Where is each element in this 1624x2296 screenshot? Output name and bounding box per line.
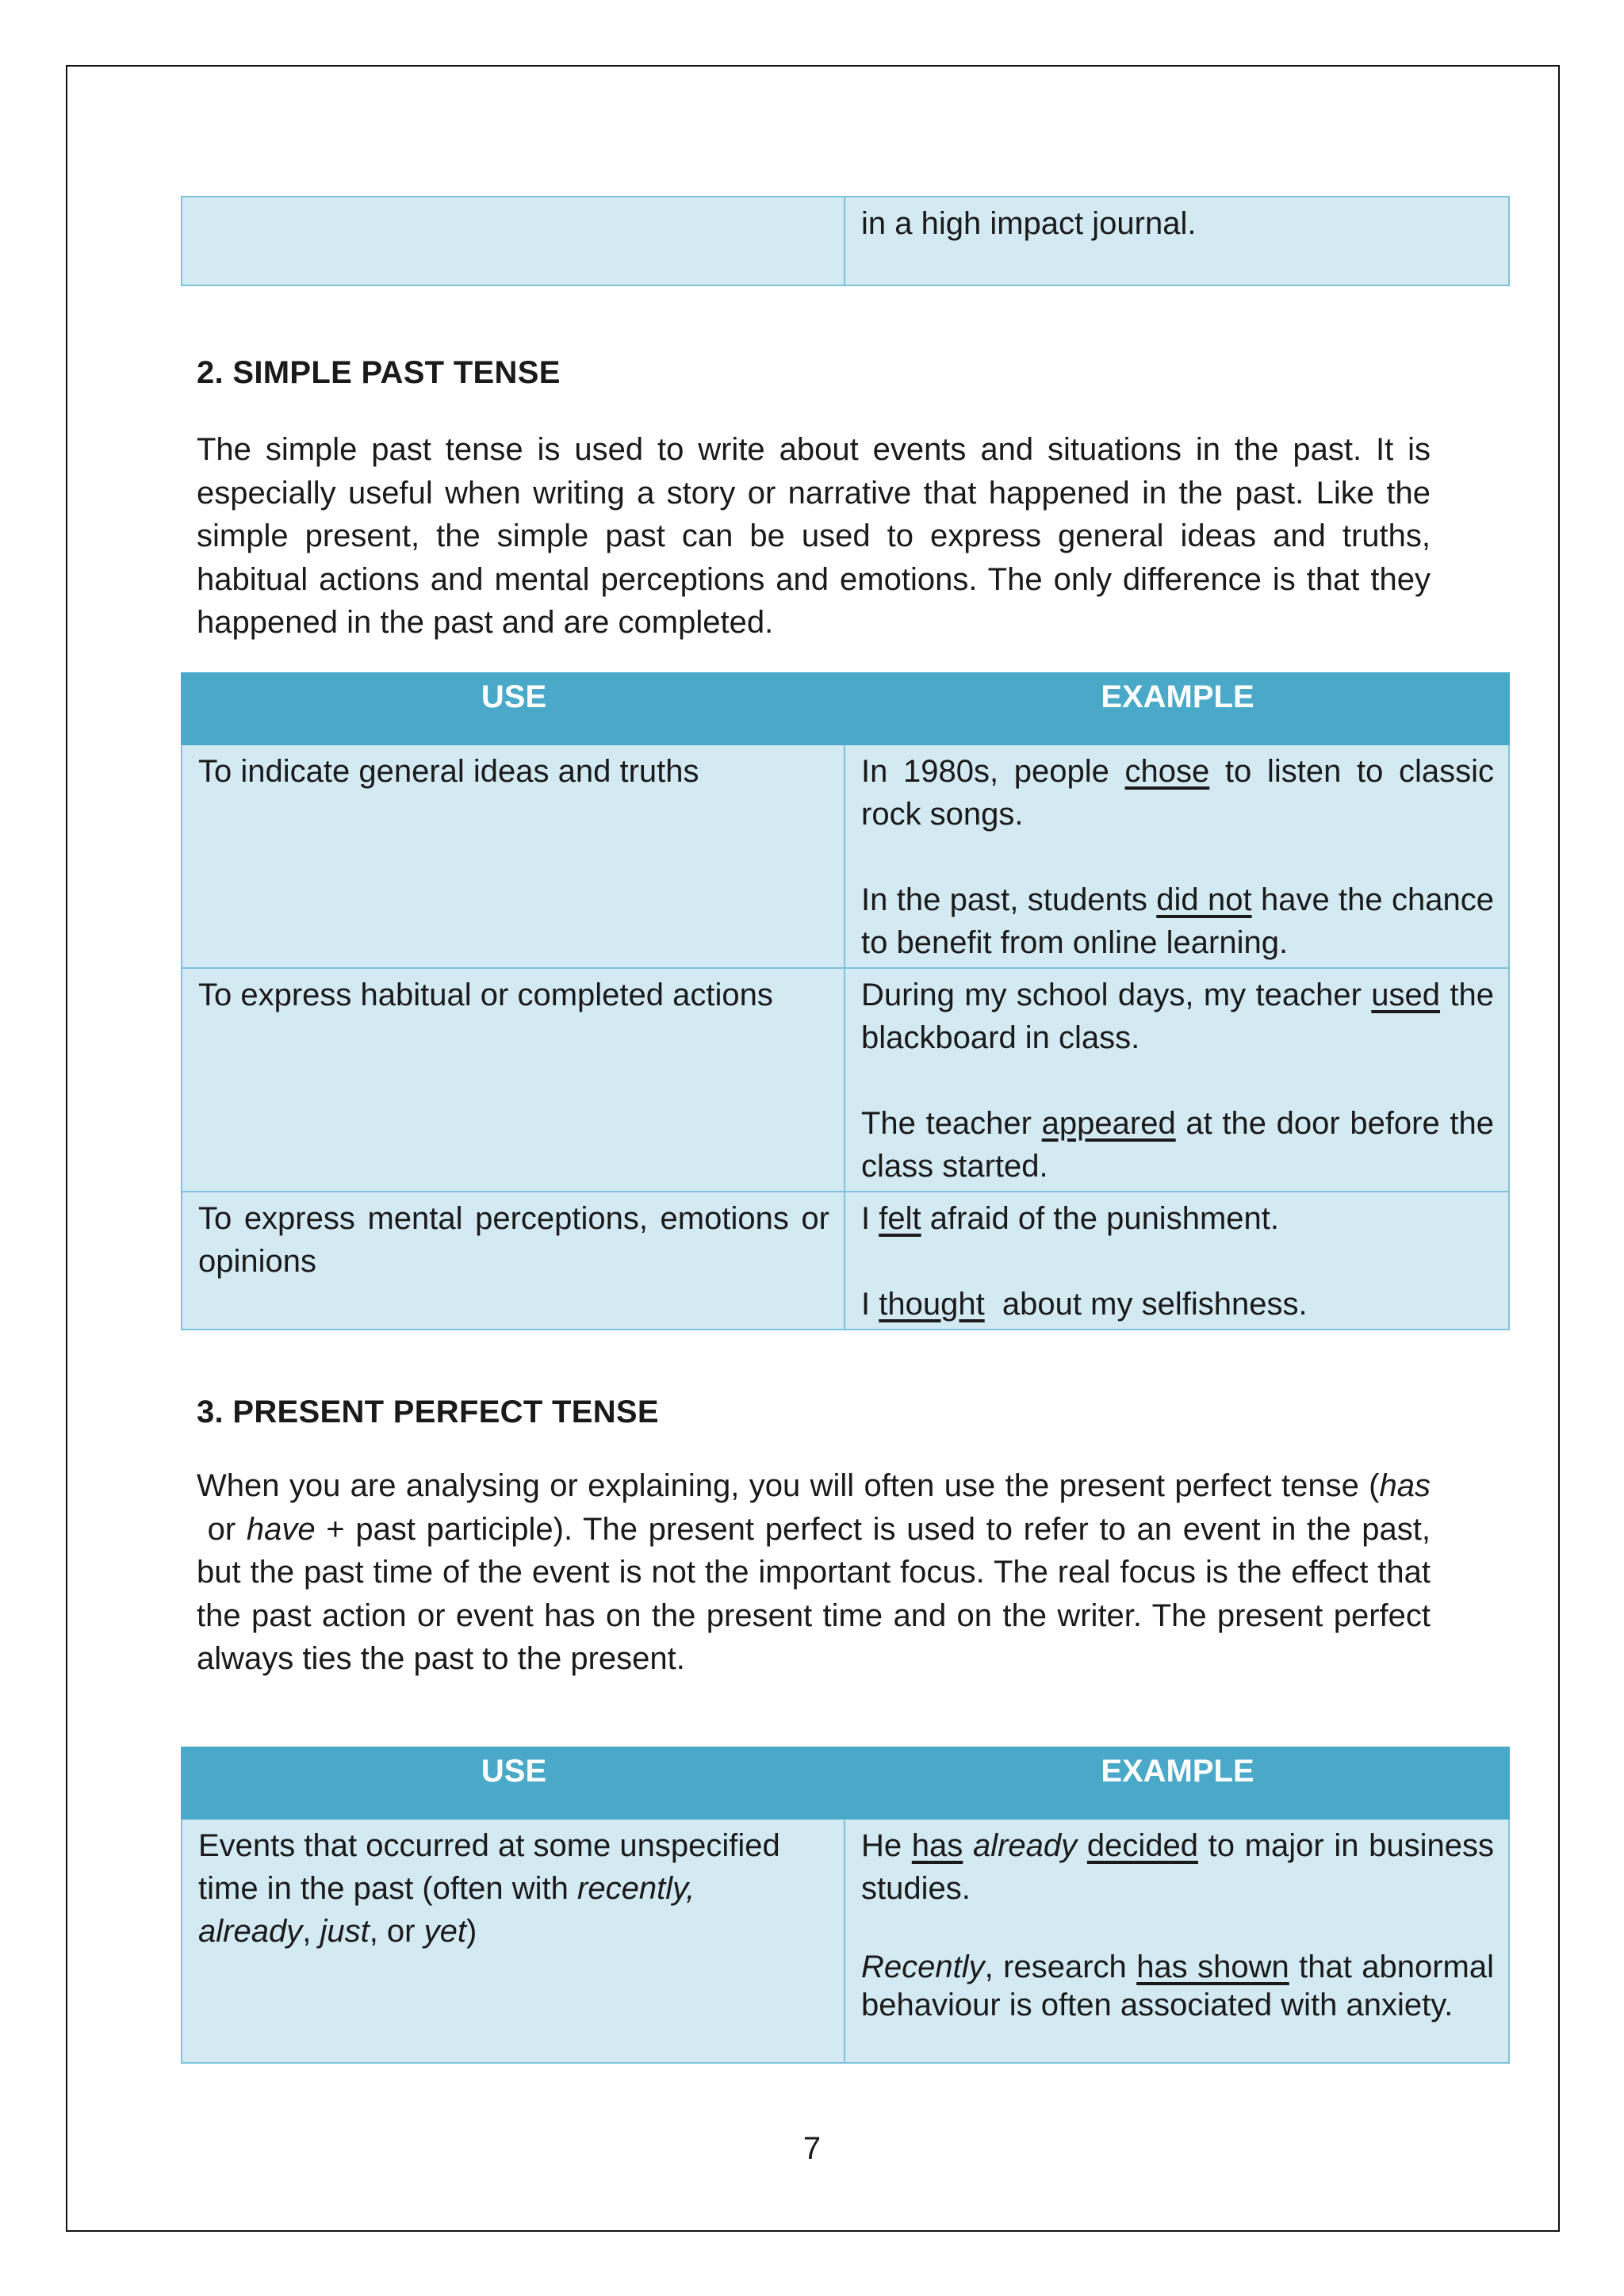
use-cell xyxy=(182,1192,845,1330)
example-sentence xyxy=(861,878,1494,964)
example-cell xyxy=(845,744,1509,968)
column-header-use: USE xyxy=(182,673,845,744)
example-text: to listen to classic rock songs. xyxy=(861,754,1494,832)
underlined-verb: did not xyxy=(1156,882,1252,917)
example-text: afraid of the punishment. xyxy=(921,1201,1279,1236)
continued-example-text: in a high impact journal. xyxy=(861,206,1197,241)
column-header-use: USE xyxy=(182,1747,845,1819)
paragraph-text: or xyxy=(197,1511,247,1547)
use-text: , or xyxy=(369,1914,424,1949)
use-cell xyxy=(182,1819,845,2063)
use-text: To express habitual or completed actions xyxy=(198,978,773,1012)
example-text: In 1980s, people xyxy=(861,754,1125,789)
example-text: He xyxy=(861,1828,912,1863)
italic-term: yet xyxy=(423,1914,466,1949)
use-text: ) xyxy=(465,1914,477,1949)
example-sentence xyxy=(861,1824,1494,1910)
underlined-verb: used xyxy=(1371,978,1441,1012)
continued-table-use-cell xyxy=(182,197,845,285)
continued-table-example-cell xyxy=(845,197,1509,285)
table-header-row xyxy=(182,1747,1509,1819)
example-text: the blackboard in class. xyxy=(861,978,1494,1055)
italic-term: have xyxy=(246,1511,316,1547)
example-text: I xyxy=(861,1201,879,1236)
example-text: During my school days, my teacher xyxy=(861,978,1372,1012)
example-text: , research xyxy=(984,1950,1137,1984)
simple-past-paragraph: The simple past tense is used to write about events and situations in the past. It is especially useful when writing a story or narrative that happened in the past. Like the simple present, the simple past can be used to express general ideas and truths, habitual actions and mental perceptions and emotions. The only difference is that they happened in the past and are completed. xyxy=(197,432,1431,640)
underlined-verb: decided xyxy=(1086,1828,1198,1863)
table-header-row xyxy=(182,673,1509,744)
example-sentence xyxy=(861,1102,1494,1188)
present-perfect-paragraph xyxy=(197,1464,1431,1681)
underlined-verb: has shown xyxy=(1136,1950,1289,1984)
example-text: I xyxy=(861,1287,879,1322)
underlined-verb: has xyxy=(911,1828,963,1863)
underlined-verb: appeared xyxy=(1041,1106,1176,1141)
table-row xyxy=(182,1819,1509,2063)
example-text: about my selfishness. xyxy=(984,1287,1308,1322)
italic-term: already xyxy=(972,1828,1078,1863)
italic-term: already xyxy=(198,1914,303,1949)
example-cell xyxy=(845,1819,1509,2063)
paragraph-text: + past participle). The present perfect is used to refer to an event in the past, but the past time of the event is not the important focus. The real focus is the effect that the past action or event has on the present time and on the writer. The present perfect always ties the past to the present. xyxy=(197,1511,1431,1676)
column-header-example: EXAMPLE xyxy=(845,1747,1509,1819)
use-text: To indicate general ideas and truths xyxy=(198,754,699,789)
example-text xyxy=(1077,1828,1087,1863)
example-cell xyxy=(845,968,1509,1192)
example-text: The teacher xyxy=(861,1106,1042,1141)
example-sentence xyxy=(861,974,1494,1059)
italic-term: Recently xyxy=(861,1950,985,1984)
use-text: Events that occurred at some unspecified time in the past (often with xyxy=(198,1828,780,1906)
table-row xyxy=(182,968,1509,1192)
example-text: to major in business studies. xyxy=(861,1828,1494,1906)
example-cell xyxy=(845,1192,1509,1330)
section-heading-simple-past: 2. SIMPLE PAST TENSE xyxy=(197,355,561,390)
underlined-verb: thought xyxy=(879,1287,985,1322)
paragraph-text: When you are analysing or explaining, you will often use the present perfect tense ( xyxy=(197,1468,1380,1503)
example-text: In the past, students xyxy=(861,882,1157,917)
underlined-verb: chose xyxy=(1124,754,1210,789)
example-sentence xyxy=(861,750,1494,836)
italic-term: recently, xyxy=(577,1871,695,1906)
table-row xyxy=(182,1192,1509,1330)
example-text: at the door before the class started. xyxy=(861,1106,1494,1184)
continued-table xyxy=(181,196,1445,286)
italic-term: has xyxy=(1379,1468,1431,1503)
present-perfect-table xyxy=(181,1747,1495,2064)
example-sentence xyxy=(861,1197,1494,1240)
simple-past-table xyxy=(181,672,1494,1330)
example-text xyxy=(963,1828,973,1863)
table-row xyxy=(182,744,1509,968)
use-cell xyxy=(182,744,845,968)
example-sentence xyxy=(861,1948,1494,2024)
section-heading-present-perfect: 3. PRESENT PERFECT TENSE xyxy=(197,1395,659,1429)
example-text: that abnormal behaviour is often associated with anxiety. xyxy=(861,1950,1495,2022)
example-sentence xyxy=(861,1283,1494,1326)
underlined-verb: felt xyxy=(879,1201,921,1236)
column-header-example: EXAMPLE xyxy=(845,673,1509,744)
use-text: To express mental perceptions, emotions or opinions xyxy=(198,1201,829,1279)
use-text: , xyxy=(302,1914,320,1949)
italic-term: just xyxy=(320,1914,370,1949)
page-number: 7 xyxy=(802,2131,822,2166)
example-text: have the chance to benefit from online learning. xyxy=(861,882,1494,960)
use-cell xyxy=(182,968,845,1192)
